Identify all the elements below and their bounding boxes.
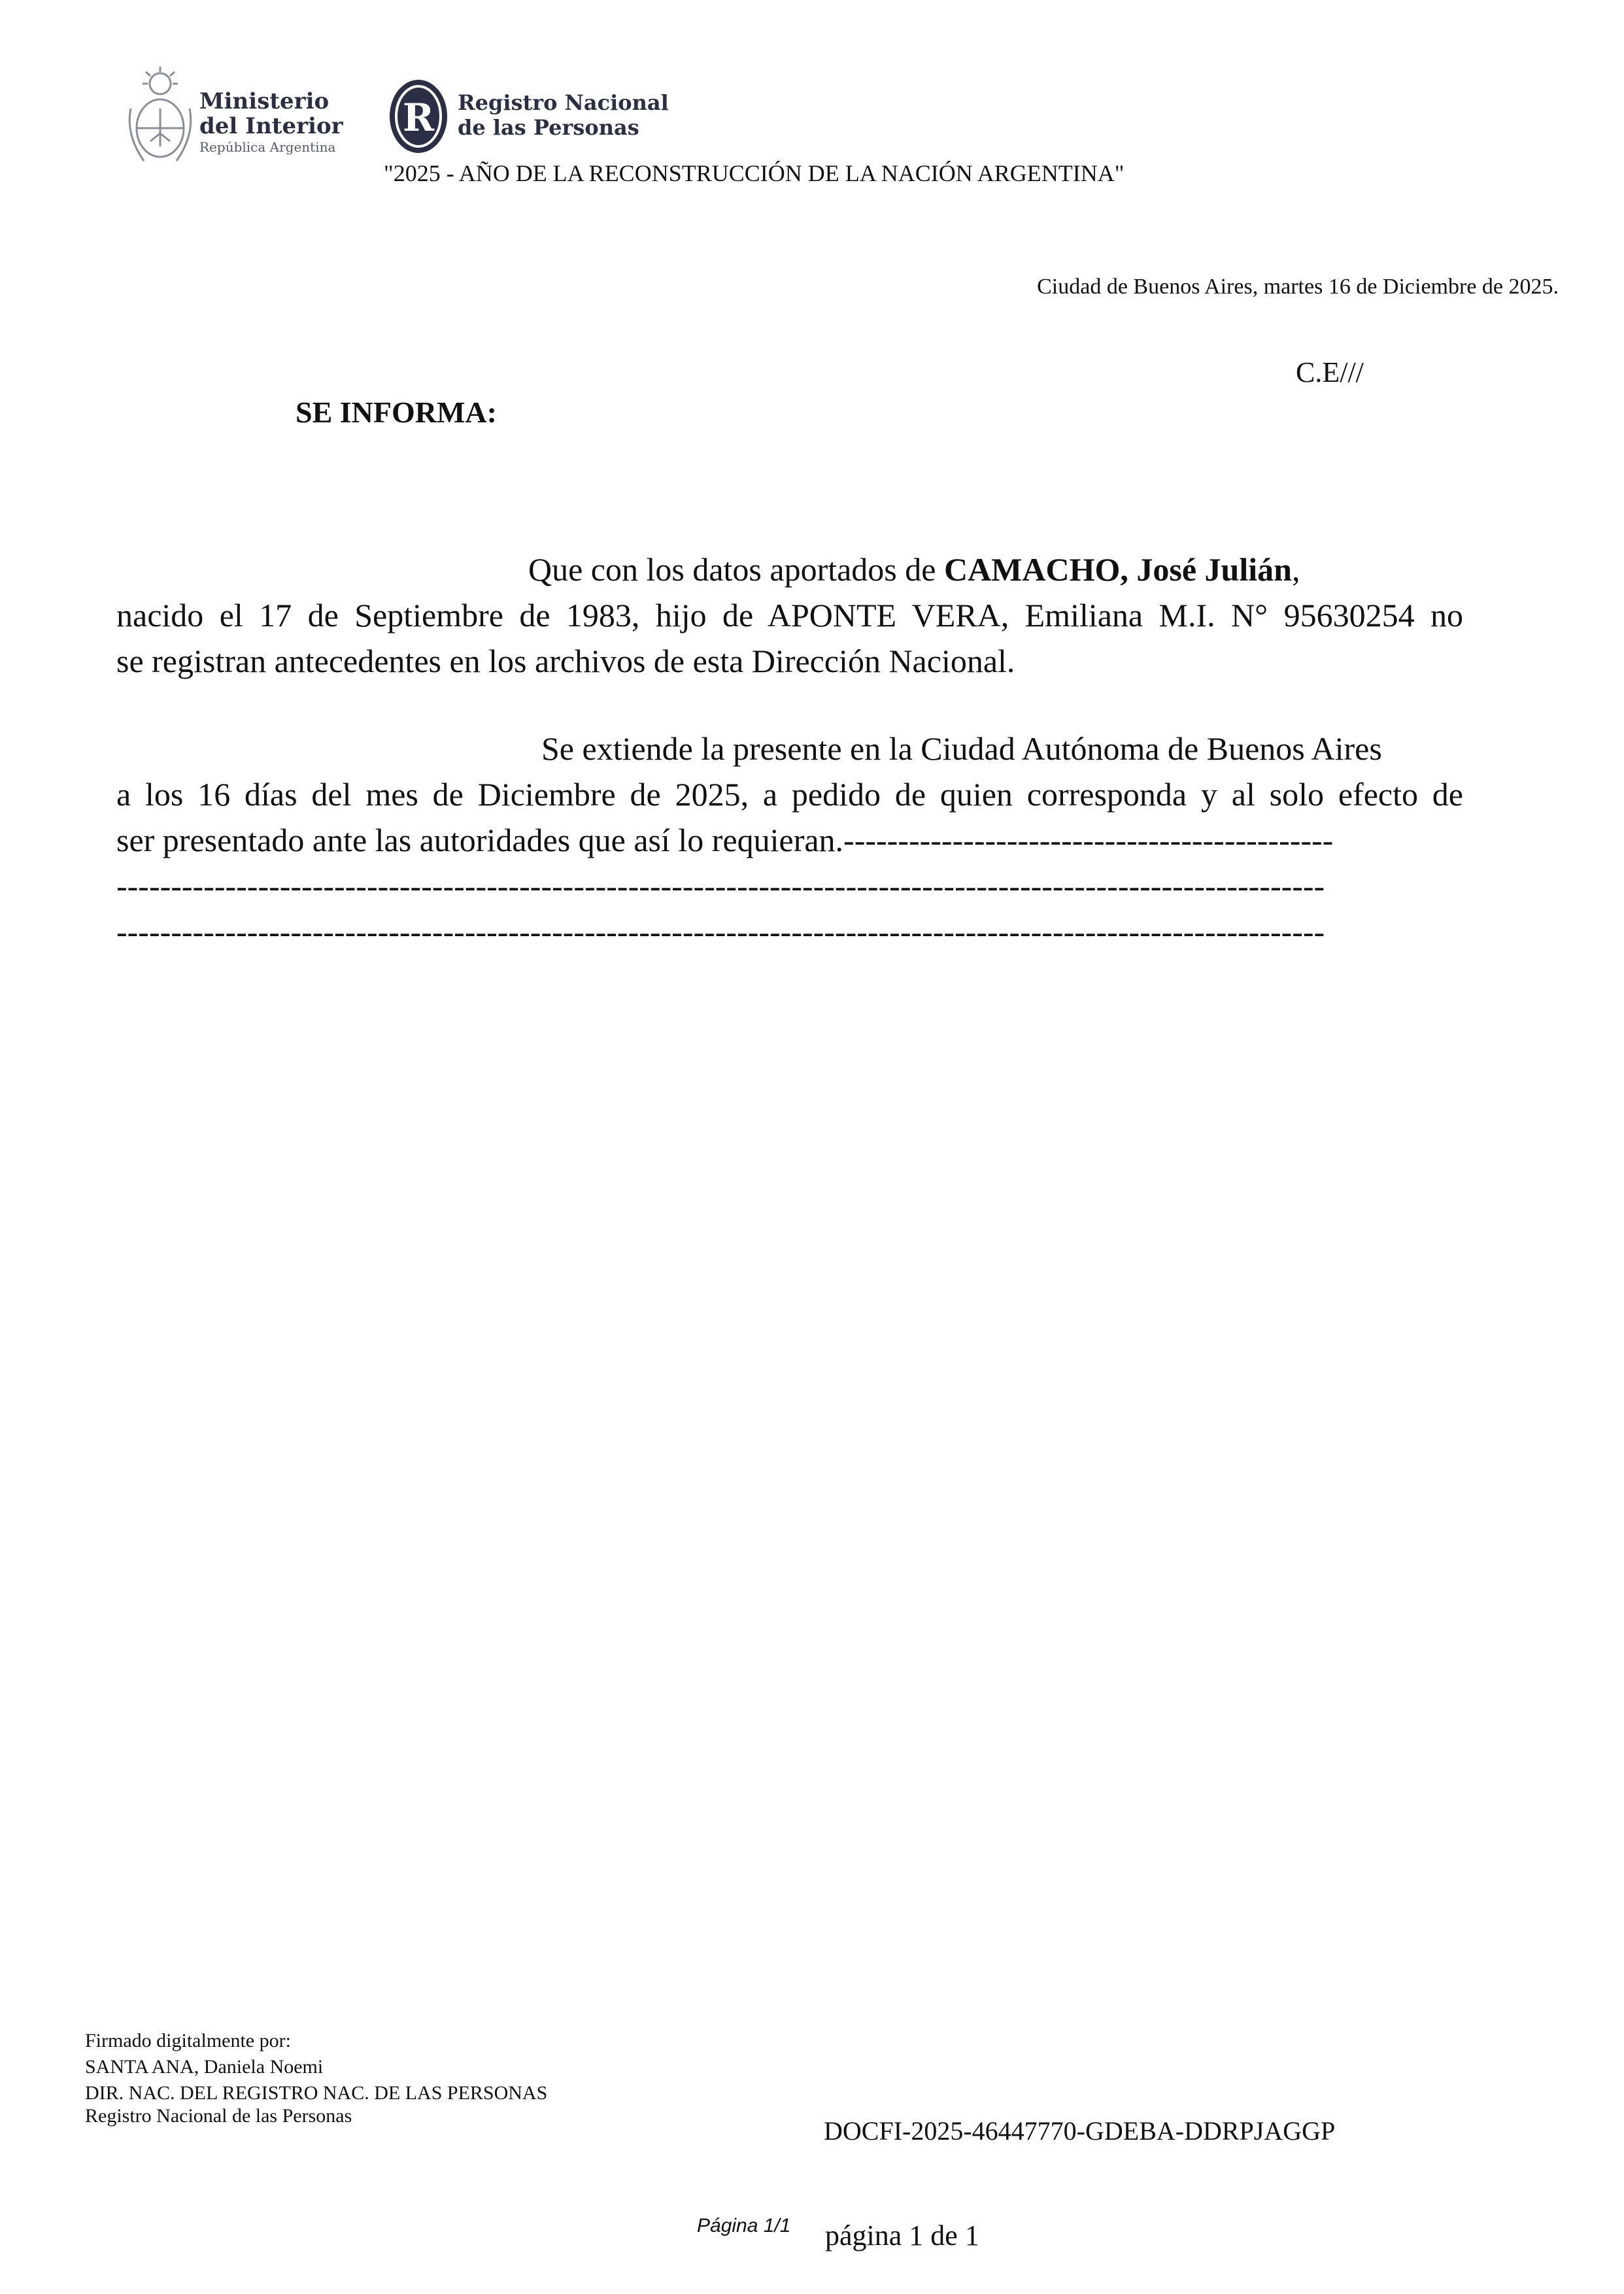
signature-label: Firmado digitalmente por: (85, 2030, 291, 2051)
renaper-line1: Registro Nacional (458, 90, 669, 115)
renaper-logo-text (458, 90, 669, 140)
person-name: CAMACHO, José Julián (943, 551, 1292, 588)
ministerio-line3: República Argentina (199, 139, 336, 155)
document-motto: "2025 - AÑO DE LA RECONSTRUCCIÓN DE LA NACIÓN ARGENTINA" (384, 160, 1125, 186)
renaper-line2: de las Personas (458, 115, 639, 140)
reference-code: C.E/// (1296, 356, 1364, 388)
page-number-serif: página 1 de 1 (825, 2219, 979, 2252)
ministerio-line1: Ministerio (199, 88, 330, 114)
document-heading: SE INFORMA: (296, 396, 497, 429)
paragraph1-line1 (116, 547, 1463, 592)
document-id: DOCFI-2025-46447770-GDEBA-DDRPJAGGP (824, 2116, 1336, 2146)
paragraph-informe (116, 547, 1463, 684)
paragraph1-line3: se registran antecedentes en los archivos de esta Dirección Nacional. (116, 643, 1015, 679)
paragraph1-comma: , (1291, 551, 1300, 588)
paragraph2-line2: a los 16 días del mes de Diciembre de 2025, a pedido de quien corresponda y al solo efecto de (116, 776, 1463, 813)
paragraph2-line4: --------------------------------------------------------------------------------------------------------------- (116, 868, 1325, 904)
paragraph1-line2: nacido el 17 de Septiembre de 1983, hijo de APONTE VERA, Emiliana M.I. N° 95630254 no (116, 597, 1463, 633)
renaper-r-logo-icon (387, 77, 450, 156)
document-date: Ciudad de Buenos Aires, martes 16 de Diciembre de 2025. (1037, 275, 1559, 299)
paragraph-extension (116, 726, 1463, 954)
signer-organization: Registro Nacional de las Personas (85, 2105, 352, 2127)
paragraph1-intro: Que con los datos aportados de (528, 551, 944, 588)
page-number-sans: Página 1/1 (697, 2215, 791, 2236)
ministerio-logo-text (199, 89, 343, 156)
digital-signature-block (85, 2028, 547, 2126)
paragraph2-line5: --------------------------------------------------------------------------------------------------------------- (116, 913, 1325, 950)
svg-text:R: R (402, 95, 435, 140)
paragraph2-line1-text: Se extiende la presente en la Ciudad Autónoma de Buenos Aires (541, 730, 1382, 767)
ministerio-line2: del Interior (199, 113, 343, 139)
signer-name: SANTA ANA, Daniela Noemi (85, 2056, 324, 2078)
coat-of-arms-icon (124, 63, 196, 174)
signer-position: DIR. NAC. DEL REGISTRO NAC. DE LAS PERSONAS (85, 2082, 548, 2104)
paragraph2-line1 (116, 726, 1463, 771)
paragraph2-line3: ser presentado ante las autoridades que así lo requieran.--------------------------------------------- (116, 822, 1334, 858)
